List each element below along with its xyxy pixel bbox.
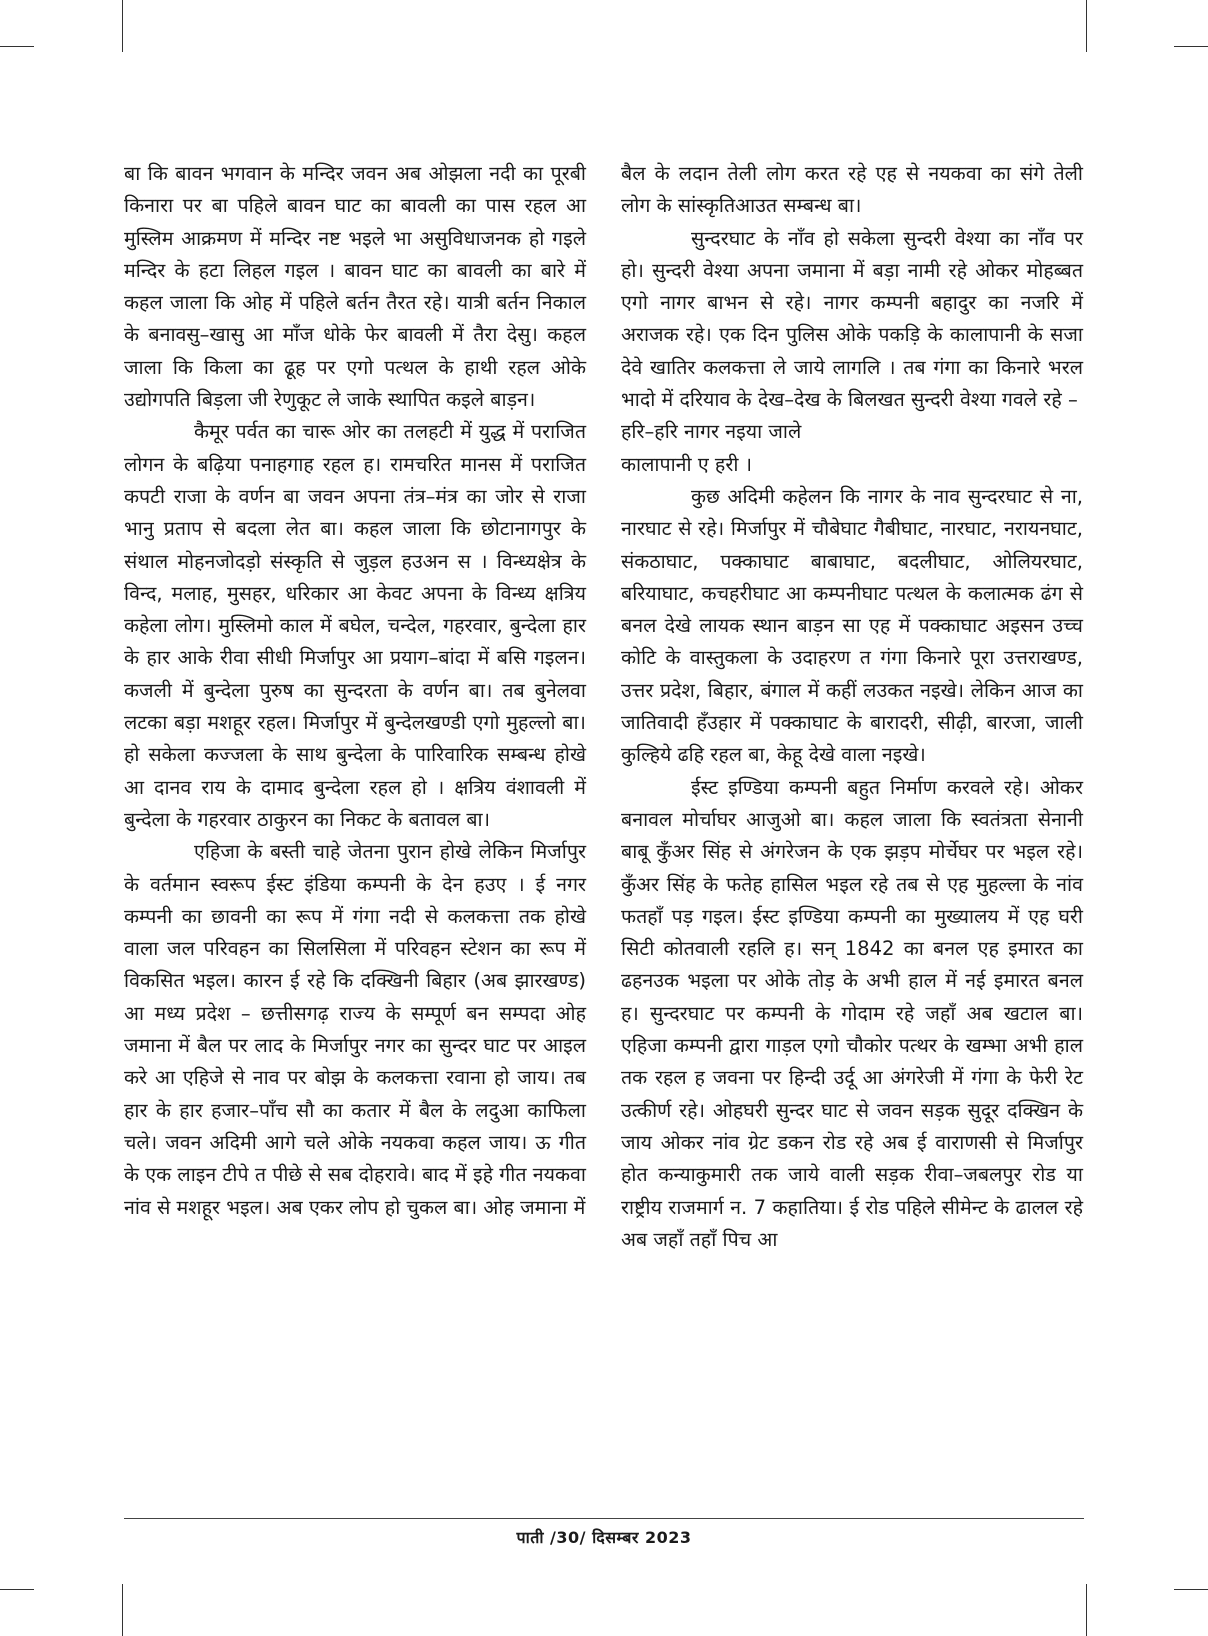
right-column — [621, 158, 1083, 1256]
paragraph: ईस्ट इण्डिया कम्पनी बहुत निर्माण करवले रहे। ओकर बनावल मोर्चाघर आजुओ बा। कहल जाला कि स्वतंत्रता सेनानी बाबू कुँअर सिंह से अंगरेजन के एक झड़प मोर्चेघर पर भइल रहे। कुँअर सिंह के फतेह हासिल भइल रहे तब से एह मुहल्ला के नांव फतहाँ पड़ गइल। ईस्ट इण्डिया कम्पनी का मुख्यालय में एह घरी सिटी कोतवाली रहलि ह। सन् 1842 का बनल एह इमारत का ढहनउक भइला पर ओके तोड़ के अभी हाल में नई इमारत बनल ह। सुन्दरघाट पर कम्पनी के गोदाम रहे जहाँ अब खटाल बा। एहिजा कम्पनी द्वारा गाड़ल एगो चौकोर पत्थर के खम्भा अभी हाल तक रहल ह जवना पर हिन्दी उर्दू आ अंगरेजी में गंगा के फेरी रेट उत्कीर्ण रहे। ओहघरी सुन्दर घाट से जवन सड़क सुदूर दक्खिन के जाय ओकर नांव ग्रेट डकन रोड रहे अब ई वाराणसी से मिर्जापुर होत कन्याकुमारी तक जाये वाली सड़क रीवा–जबलपुर रोड या राष्ट्रीय राजमार्ग न. 7 कहातिया। ई रोड पहिले सीमेन्ट के ढालल रहे अब जहाँ तहाँ पिच आ — [621, 775, 1083, 1251]
verse-line: कालापानी ए हरी । — [621, 452, 753, 476]
verse-line: हरि–हरि नागर नइया जाले — [621, 420, 802, 444]
left-column — [124, 158, 586, 1224]
paragraph: सुन्दरघाट के नाँव हो सकेला सुन्दरी वेश्या का नाँव पर हो। सुन्दरी वेश्या अपना जमाना में बड़ा नामी रहे ओकर मोहब्बत एगो नागर बाभन से रहे। नागर कम्पनी बहादुर का नजरि में अराजक रहे। एक दिन पुलिस ओके पकड़ि के कालापानी के सजा देवे खातिर कलकत्ता ले जाये लागलि । तब गंगा का किनारे भरल भादो में दरियाव के देख–देख के बिलखत सुन्दरी वेश्या गवले रहे – — [621, 226, 1083, 412]
paragraph: कैमूर पर्वत का चारू ओर का तलहटी में युद्ध में पराजित लोगन के बढ़िया पनाहगाह रहल ह। रामचरित मानस में पराजित कपटी राजा के वर्णन बा जवन अपना तंत्र–मंत्र का जोर से राजा भानु प्रताप से बदला लेत बा। कहल जाला कि छोटानागपुर के संथाल मोहनजोदड़ो संस्कृति से जुड़ल हउअन स । विन्ध्यक्षेत्र के विन्द, मलाह, मुसहर, धरिकार आ केवट अपना के विन्ध्य क्षत्रिय कहेला लोग। मुस्लिमो काल में बघेल, चन्देल, गहरवार, बुन्देला हार के हार आके रीवा सीधी मिर्जापुर आ प्रयाग–बांदा में बसि गइलन। कजली में बुन्देला पुरुष का सुन्दरता के वर्णन बा। तब बुनेलवा लटका बड़ा मशहूर रहल। मिर्जापुर में बुन्देलखण्डी एगो मुहल्लो बा। हो सकेला कज्जला के साथ बुन्देला के पारिवारिक सम्बन्ध होखे आ दानव राय के दामाद बुन्देला रहल हो । क्षत्रिय वंशावली में बुन्देला के गहरवार ठाकुरन का निकट के बतावल बा। — [124, 420, 586, 831]
footer-rule — [124, 1518, 1084, 1519]
paragraph: बैल के लदान तेली लोग करत रहे एह से नयकवा का संगे तेली लोग के सांस्कृतिआउत सम्बन्ध बा। — [621, 162, 1083, 218]
paragraph: बा कि बावन भगवान के मन्दिर जवन अब ओझला नदी का पूरबी किनारा पर बा पहिले बावन घाट का बावली का पास रहल आ मुस्लिम आक्रमण में मन्दिर नष्ट भइले भा असुविधाजनक हो गइले मन्दिर के हटा लिहल गइल । बावन घाट का बावली का बारे में कहल जाला कि ओह में पहिले बर्तन तैरत रहे। यात्री बर्तन निकाल के बनावसु–खासु आ माँज धोके फेर बावली में तैरा देसु। कहल जाला कि किला का ढूह पर एगो पत्थल के हाथी रहल ओके उद्योगपति बिड़ला जी रेणुकूट ले जाके स्थापित कइले बाड़न। — [124, 162, 586, 412]
crop-mark-bottom-right — [1086, 1584, 1087, 1636]
crop-mark-left-top — [0, 46, 34, 47]
crop-mark-top-right — [1086, 0, 1087, 52]
page-footer: पाती /30/ दिसम्बर 2023 — [516, 1528, 692, 1547]
paragraph: एहिजा के बस्ती चाहे जेतना पुरान होखे लेकिन मिर्जापुर के वर्तमान स्वरूप ईस्ट इंडिया कम्पनी के देन हउए । ई नगर कम्पनी का छावनी का रूप में गंगा नदी से कलकत्ता तक होखे वाला जल परिवहन का सिलसिला में परिवहन स्टेशन का रूप में विकसित भइल। कारन ई रहे कि दक्खिनी बिहार (अब झारखण्ड) आ मध्य प्रदेश – छत्तीसगढ़ राज्य के सम्पूर्ण बन सम्पदा ओह जमाना में बैल पर लाद के मिर्जापुर नगर का सुन्दर घाट पर आइल करे आ एहिजे से नाव पर बोझ के कलकत्ता रवाना हो जाय। तब हार के हार हजार–पाँच सौ का कतार में बैल के लदुआ काफिला चले। जवन अदिमी आगे चले ओके नयकवा कहल जाय। ऊ गीत के एक लाइन टीपे त पीछे से सब दोहरावे। बाद में इहे गीत नयकवा नांव से मशहूर भइल। अब एकर लोप हो चुकल बा। ओह जमाना में — [124, 840, 586, 1219]
crop-mark-right-top — [1174, 46, 1208, 47]
crop-mark-right-bottom — [1174, 1589, 1208, 1590]
paragraph: कुछ अदिमी कहेलन कि नागर के नाव सुन्दरघाट से ना, नारघाट से रहे। मिर्जापुर में चौबेघाट गैबीघाट, नारघाट, नरायनघाट, संकठाघाट, पक्काघाट बाबाघाट, बदलीघाट, ओलियरघाट, बरियाघाट, कचहरीघाट आ कम्पनीघाट पत्थल के कलात्मक ढंग से बनल देखे लायक स्थान बाड़न सा एह में पक्काघाट अइसन उच्च कोटि के वास्तुकला के उदाहरण त गंगा किनारे पूरा उत्तराखण्ड, उत्तर प्रदेश, बिहार, बंगाल में कहीं लउकत नइखे। लेकिन आज का जातिवादी हँउहार में पक्काघाट के बारादरी, सीढ़ी, बारजा, जाली कुल्हिये ढहि रहल बा, केहू देखे वाला नइखे। — [621, 484, 1083, 767]
crop-mark-left-bottom — [0, 1589, 34, 1590]
crop-mark-bottom-left — [122, 1584, 123, 1636]
crop-mark-top-left — [122, 0, 123, 52]
